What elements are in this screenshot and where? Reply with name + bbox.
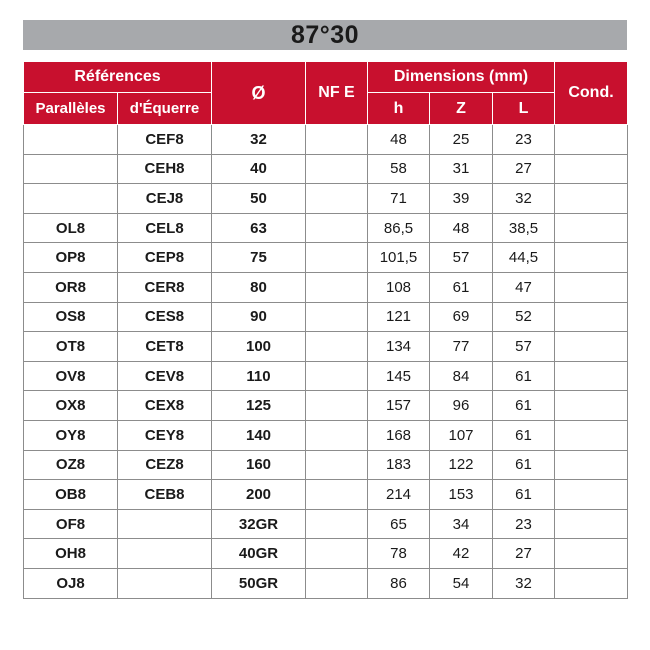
cell-h: 183 xyxy=(368,450,430,480)
cell-z: 42 xyxy=(430,539,493,569)
cell-cond xyxy=(555,154,628,184)
table-row xyxy=(24,184,628,214)
cell-nfe xyxy=(306,539,368,569)
header-h: h xyxy=(368,93,430,125)
cell-equerre: CEH8 xyxy=(118,154,212,184)
cell-l: 61 xyxy=(493,450,555,480)
cell-h: 65 xyxy=(368,509,430,539)
cell-diameter: 50 xyxy=(212,184,306,214)
cell-h: 48 xyxy=(368,125,430,155)
table-row xyxy=(24,213,628,243)
cell-paralleles xyxy=(24,184,118,214)
cell-z: 69 xyxy=(430,302,493,332)
cell-paralleles: OV8 xyxy=(24,361,118,391)
header-nfe: NF E xyxy=(306,62,368,125)
cell-paralleles: OS8 xyxy=(24,302,118,332)
header-equerre: d'Équerre xyxy=(118,93,212,125)
cell-paralleles: OY8 xyxy=(24,420,118,450)
cell-paralleles: OT8 xyxy=(24,332,118,362)
table-row xyxy=(24,361,628,391)
cell-l: 61 xyxy=(493,480,555,510)
cell-l: 23 xyxy=(493,509,555,539)
cell-z: 96 xyxy=(430,391,493,421)
cell-paralleles: OR8 xyxy=(24,272,118,302)
cell-nfe xyxy=(306,302,368,332)
cell-cond xyxy=(555,480,628,510)
cell-paralleles: OF8 xyxy=(24,509,118,539)
cell-equerre: CEX8 xyxy=(118,391,212,421)
cell-diameter: 160 xyxy=(212,450,306,480)
cell-l: 47 xyxy=(493,272,555,302)
cell-equerre xyxy=(118,568,212,598)
cell-equerre: CEY8 xyxy=(118,420,212,450)
cell-z: 84 xyxy=(430,361,493,391)
cell-equerre xyxy=(118,509,212,539)
cell-cond xyxy=(555,184,628,214)
cell-equerre: CET8 xyxy=(118,332,212,362)
cell-l: 61 xyxy=(493,391,555,421)
cell-h: 214 xyxy=(368,480,430,510)
cell-cond xyxy=(555,243,628,273)
table-header xyxy=(24,62,628,125)
table-row xyxy=(24,154,628,184)
cell-diameter: 125 xyxy=(212,391,306,421)
cell-l: 32 xyxy=(493,184,555,214)
header-references: Références xyxy=(24,62,212,93)
cell-equerre xyxy=(118,539,212,569)
cell-z: 34 xyxy=(430,509,493,539)
cell-h: 145 xyxy=(368,361,430,391)
table-row xyxy=(24,539,628,569)
cell-paralleles: OH8 xyxy=(24,539,118,569)
cell-equerre: CEZ8 xyxy=(118,450,212,480)
header-l: L xyxy=(493,93,555,125)
cell-nfe xyxy=(306,480,368,510)
cell-z: 77 xyxy=(430,332,493,362)
cell-paralleles: OZ8 xyxy=(24,450,118,480)
cell-equerre: CES8 xyxy=(118,302,212,332)
cell-cond xyxy=(555,332,628,362)
header-z: Z xyxy=(430,93,493,125)
cell-paralleles: OP8 xyxy=(24,243,118,273)
cell-equerre: CEB8 xyxy=(118,480,212,510)
cell-cond xyxy=(555,361,628,391)
cell-nfe xyxy=(306,509,368,539)
cell-diameter: 40 xyxy=(212,154,306,184)
cell-equerre: CER8 xyxy=(118,272,212,302)
table-row xyxy=(24,480,628,510)
cell-diameter: 32 xyxy=(212,125,306,155)
cell-paralleles: OL8 xyxy=(24,213,118,243)
table-row xyxy=(24,272,628,302)
cell-nfe xyxy=(306,420,368,450)
cell-nfe xyxy=(306,213,368,243)
table-row xyxy=(24,391,628,421)
cell-z: 25 xyxy=(430,125,493,155)
cell-l: 27 xyxy=(493,539,555,569)
cell-z: 48 xyxy=(430,213,493,243)
cell-diameter: 110 xyxy=(212,361,306,391)
cell-l: 44,5 xyxy=(493,243,555,273)
cell-diameter: 32GR xyxy=(212,509,306,539)
cell-z: 39 xyxy=(430,184,493,214)
cell-z: 31 xyxy=(430,154,493,184)
cell-paralleles xyxy=(24,154,118,184)
table-row xyxy=(24,125,628,155)
cell-paralleles: OJ8 xyxy=(24,568,118,598)
cell-h: 108 xyxy=(368,272,430,302)
cell-cond xyxy=(555,391,628,421)
cell-h: 86 xyxy=(368,568,430,598)
page-title: 87°30 xyxy=(23,20,627,50)
cell-equerre: CEL8 xyxy=(118,213,212,243)
cell-z: 57 xyxy=(430,243,493,273)
cell-diameter: 63 xyxy=(212,213,306,243)
header-dimensions: Dimensions (mm) xyxy=(368,62,555,93)
cell-equerre: CEJ8 xyxy=(118,184,212,214)
table-row xyxy=(24,568,628,598)
cell-h: 168 xyxy=(368,420,430,450)
cell-l: 57 xyxy=(493,332,555,362)
cell-diameter: 200 xyxy=(212,480,306,510)
cell-h: 121 xyxy=(368,302,430,332)
cell-h: 58 xyxy=(368,154,430,184)
cell-diameter: 40GR xyxy=(212,539,306,569)
cell-diameter: 80 xyxy=(212,272,306,302)
cell-cond xyxy=(555,420,628,450)
cell-l: 38,5 xyxy=(493,213,555,243)
cell-cond xyxy=(555,450,628,480)
cell-z: 122 xyxy=(430,450,493,480)
cell-nfe xyxy=(306,450,368,480)
table-row xyxy=(24,420,628,450)
table-row xyxy=(24,243,628,273)
cell-l: 32 xyxy=(493,568,555,598)
cell-nfe xyxy=(306,361,368,391)
header-diameter: Ø xyxy=(212,62,306,125)
cell-cond xyxy=(555,125,628,155)
cell-nfe xyxy=(306,154,368,184)
table-row xyxy=(24,450,628,480)
dimensions-table xyxy=(23,61,628,599)
cell-z: 54 xyxy=(430,568,493,598)
cell-l: 61 xyxy=(493,420,555,450)
cell-h: 101,5 xyxy=(368,243,430,273)
table-body xyxy=(24,125,628,599)
cell-h: 157 xyxy=(368,391,430,421)
cell-diameter: 75 xyxy=(212,243,306,273)
cell-diameter: 140 xyxy=(212,420,306,450)
cell-h: 134 xyxy=(368,332,430,362)
cell-z: 153 xyxy=(430,480,493,510)
cell-h: 71 xyxy=(368,184,430,214)
cell-equerre: CEF8 xyxy=(118,125,212,155)
cell-nfe xyxy=(306,184,368,214)
cell-paralleles xyxy=(24,125,118,155)
cell-cond xyxy=(555,509,628,539)
cell-cond xyxy=(555,539,628,569)
cell-diameter: 90 xyxy=(212,302,306,332)
cell-l: 27 xyxy=(493,154,555,184)
cell-nfe xyxy=(306,391,368,421)
cell-h: 86,5 xyxy=(368,213,430,243)
cell-paralleles: OX8 xyxy=(24,391,118,421)
cell-cond xyxy=(555,302,628,332)
cell-nfe xyxy=(306,272,368,302)
cell-equerre: CEV8 xyxy=(118,361,212,391)
cell-nfe xyxy=(306,243,368,273)
cell-z: 61 xyxy=(430,272,493,302)
table-row xyxy=(24,302,628,332)
cell-paralleles: OB8 xyxy=(24,480,118,510)
cell-diameter: 50GR xyxy=(212,568,306,598)
cell-l: 61 xyxy=(493,361,555,391)
cell-h: 78 xyxy=(368,539,430,569)
cell-cond xyxy=(555,272,628,302)
table-row xyxy=(24,509,628,539)
cell-z: 107 xyxy=(430,420,493,450)
cell-diameter: 100 xyxy=(212,332,306,362)
cell-l: 23 xyxy=(493,125,555,155)
table-row xyxy=(24,332,628,362)
header-cond: Cond. xyxy=(555,62,628,125)
header-paralleles: Parallèles xyxy=(24,93,118,125)
cell-nfe xyxy=(306,568,368,598)
cell-equerre: CEP8 xyxy=(118,243,212,273)
cell-nfe xyxy=(306,125,368,155)
cell-cond xyxy=(555,568,628,598)
cell-nfe xyxy=(306,332,368,362)
cell-cond xyxy=(555,213,628,243)
cell-l: 52 xyxy=(493,302,555,332)
